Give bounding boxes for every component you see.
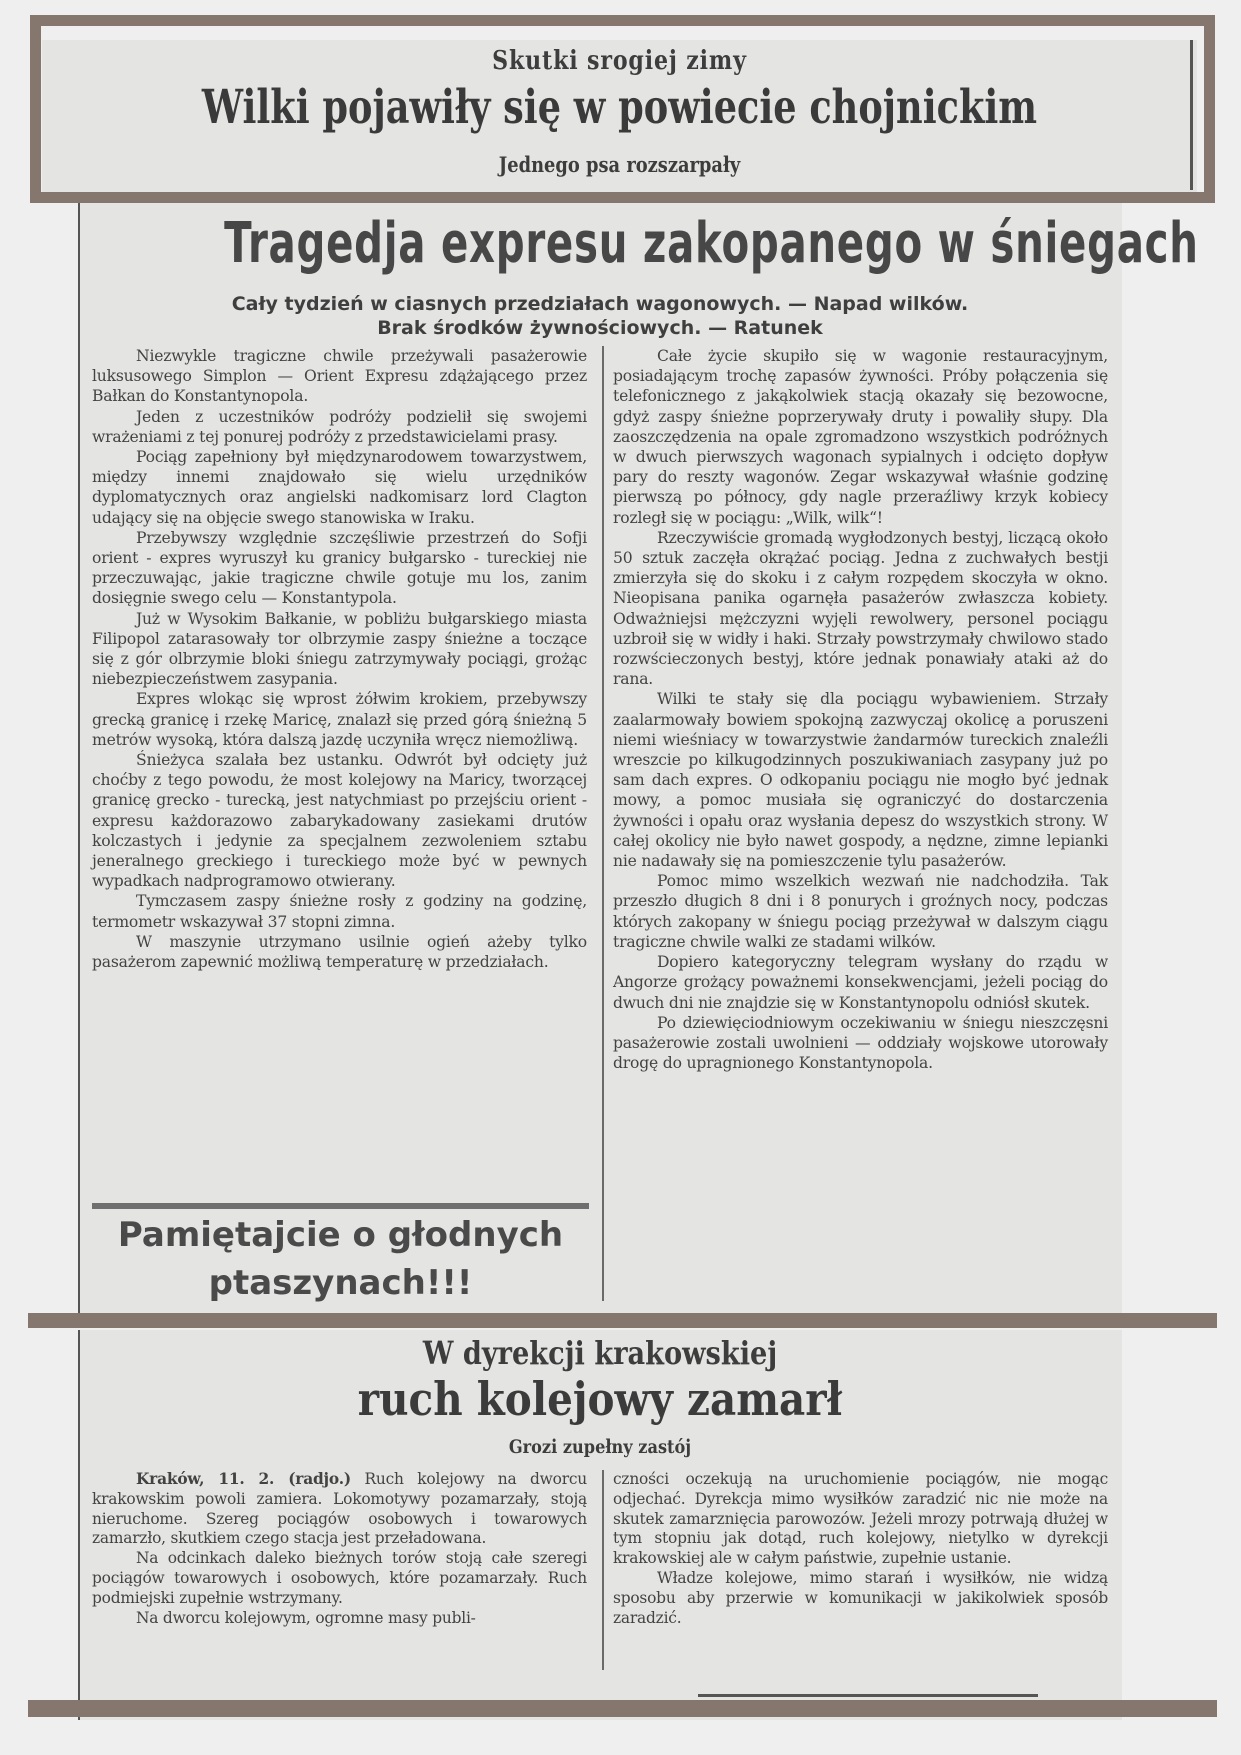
paragraph: Całe życie skupiło się w wagonie restauracyjnym, posiadającym trochę zapasów żywności. Próby połączenia się telefonicznego z jakąkolwiek stacją okazały się bezowocne, gdyż zaspy śnieżne poprzerywały druty i powaliły słupy. Dla zaoszczędzenia na opale zgromadzono wszystkich podróżnych w dwuch pierwszych wagonach sypialnych i odcięto dopływ pary do reszty wagonów. Zegar wskazywał właśnie godzinę pierwszą po północy, gdy nagle przeraźliwy krzyk kobiecy rozległ się w pociągu: „Wilk, wilk“!: [613, 347, 1108, 527]
advert-rule: [92, 1203, 589, 1209]
paragraph: Po dziewięciodniowym oczekiwaniu w śniegu nieszczęsni pasażerowie zostali uwolnieni — oddziały wojskowe utorowały drogę do upragnionego Konstantynopola.: [613, 1013, 1108, 1073]
paragraph: Dopiero kategoryczny telegram wysłany do rządu w Angorze grożący poważnemi konsekwencjami, jeżeli pociąg do dwuch dni nie znajdzie się w Konstantynopolu odniósł skutek.: [613, 953, 1108, 1012]
paragraph: Pomoc mimo wszelkich wezwań nie nadchodziła. Tak przeszło długich 8 dni i 8 ponurych i groźnych nocy, podczas których zakopany w śniegu pociąg przeżywał w dalszym ciągu tragiczne chwile walki ze stadami wilków.: [613, 872, 1108, 951]
advert-line1: Pamiętajcie o głodnych: [117, 1215, 564, 1255]
paragraph: Tymczasem zaspy śnieżne rosły z godziny na godzinę, termometr wskazywał 37 stopni zimna.: [92, 892, 587, 931]
article3-subheadline: Grozi zupełny zastój: [508, 1436, 692, 1458]
paragraph: Na dworcu kolejowym, ogromne masy publi-: [136, 1608, 476, 1627]
highlight-frame: [30, 15, 1215, 203]
paragraph: Przebywszy względnie szczęśliwie przestrzeń do Sofji orient - expres wyruszył ku granicy bułgarsko - tureckiej nie przeczuwając, jakie tragiczne chwile gotuje mu los, zanim dosięgnie swego celu — Konstantypola.: [92, 528, 587, 608]
paragraph: Już w Wysokim Bałkanie, w pobliżu bułgarskiego miasta Filipopol zatarasowały tor olbrzymie zaspy śnieżne a toczące się z gór olbrzymie bloki śniegu zatrzymywały pociągi, grożąc niebezpieczeństwem zasypania.: [92, 609, 587, 689]
article2-headline: Tragedja expresu zakopanego w śniegach: [224, 211, 1199, 276]
paragraph: W maszynie utrzymano usilnie ogień ażeby tylko pasażerom zapewnić możliwą temperaturę w przedziałach.: [92, 932, 587, 972]
column-rule: [78, 1330, 80, 1720]
paragraph: Na odcinkach daleko bieżnych torów stoją całe szeregi pociągów towarowych i osobowych, które pozamarzały. Ruch podmiejski zupełnie wstrzymany.: [92, 1549, 587, 1607]
column-divider: [602, 346, 604, 1301]
paragraph: Niezwykle tragiczne chwile przeżywali pasażerowie luksusowego Simplon — Orient Expresu zdążającego przez Bałkan do Konstantynopola.: [92, 347, 587, 406]
paragraph: czności oczekują na uruchomienie pociągów, nie mogąc odjechać. Dyrekcja mimo wysiłków zaradzić nic nie może na skutek zamarznięcia parowozów. Jeżeli mrozy potrwają dłużej w tym stopniu jak dotąd, ruch kolejowy, nietylko w dyrekcji krakowskiej ale w całym państwie, zupełnie ustanie.: [613, 1470, 1108, 1568]
paragraph: Rzeczywiście gromadą wygłodzonych bestyj, liczącą około 50 sztuk zaczęła okrążać pociąg. Jedna z zuchwałych bestji zmierzyła się do skoku i z całym rozpędem skoczyła w okno. Nieopisana panika ogarnęła pasażerów zwłaszcza kobiety. Odważniejsi mężczyzni wyjęli rewolwery, personel pociągu uzbroił się w widły i haki. Strzały powstrzymały chwilowo stado rozwścieczonych bestyj, które jednak ponawiały ataki aż do rana.: [613, 528, 1108, 689]
article3-left-column: [92, 1470, 587, 1628]
article3-headline: ruch kolejowy zamarł: [357, 1372, 843, 1426]
article2-subheadline-line1: Cały tydzień w ciasnych przedziałach wagonowych. — Napad wilków.: [231, 293, 969, 315]
clipping-krakow-railway: [78, 1330, 1122, 1720]
article1-subheadline: Jednego psa rozszarpały: [498, 152, 741, 177]
article1-headline: Wilki pojawiły się w powiecie chojnickim: [201, 80, 1038, 135]
dateline: Kraków, 11. 2. (radjo.): [136, 1470, 351, 1488]
highlight-bar: [28, 1313, 1217, 1328]
paragraph: Wilki te stały się dla pociągu wybawieniem. Strzały zaalarmowały bowiem spokojną zazwyczaj okolicę a poruszeni niemi wieśniacy w towarzystwie żandarmów tureckich znaleźli wreszcie po kilkugodzinnych poszukiwaniach zasypany już po sam dach expres. O odkopaniu pociągu nie mogło być jednak mowy, a pomoc musiała się ograniczyć do dostarczenia żywności i opału oraz wysłania depesz do wszystkich strony. W całej okolicy nie było nawet gospody, a nędzne, zimne lepianki nie nadawały się na pomieszczenie tylu pasażerów.: [613, 690, 1108, 871]
paragraph: Władze kolejowe, mimo starań i wysiłków, nie widzą sposobu aby przerwie w komunikacji w jakikolwiek sposób zaradzić.: [613, 1568, 1108, 1627]
article3-right-column: [613, 1470, 1108, 1628]
article1-kicker: Skutki srogiej zimy: [492, 46, 747, 76]
paragraph: Jeden z uczestników podróży podzielił się swojemi wrażeniami z tej ponurej podróży z przedstawicielami prasy.: [92, 407, 587, 446]
article3-kicker: W dyrekcji krakowskiej: [422, 1334, 778, 1372]
paragraph: [92, 1470, 587, 1549]
column-rule: [78, 203, 80, 1315]
paragraph: Śnieżyca szalała bez ustanku. Odwrót był odcięty już choćby z tego powodu, że most kolejowy na Maricy, tworzącej granicę grecko - turecką, jest natychmiast po przejściu orient - expresu każdorazowo zabarykadowany zasiekami drutów kolczastych i jedynie za specjalnem zezwoleniem sztabu jeneralnego greckiego i tureckiego może być w pewnych wypadkach nadprogramowo otwierany.: [92, 751, 587, 891]
paragraph: Pociąg zapełniony był międzynarodowem towarzystwem, między innemi znajdowało się wielu urzędników dyplomatycznych oraz angielski nadkomisarz lord Clagton udający się na objęcie swego stanowiska w Iraku.: [92, 448, 587, 527]
highlight-bar: [28, 1700, 1217, 1717]
clipping-express-tragedy: [78, 203, 1199, 1315]
article2-subheadline-line2: Brak środków żywnościowych. — Ratunek: [377, 317, 823, 339]
paragraph-text: Ruch kolejowy na dworcu krakowskim powoli zamiera. Lokomotywy pozamarzały, stoją nieruchome. Szereg pociągów osobowych i towarowych zamarzło, skutkiem czego stacja jest przeładowana.: [92, 1470, 587, 1548]
paragraph: Expres wlokąc się wprost żółwim krokiem, przebywszy grecką granicę i rzekę Maricę, znalazł się przed górą śnieżną 5 metrów wysoką, która dalszą jazdę uczyniła wręcz niemożliwą.: [92, 690, 587, 749]
column-divider: [602, 1470, 604, 1670]
article2-left-column: [92, 346, 587, 972]
end-rule: [698, 1694, 1038, 1697]
advert-line2: ptaszynach!!!: [208, 1263, 473, 1303]
article2-right-column: [613, 346, 1108, 1073]
